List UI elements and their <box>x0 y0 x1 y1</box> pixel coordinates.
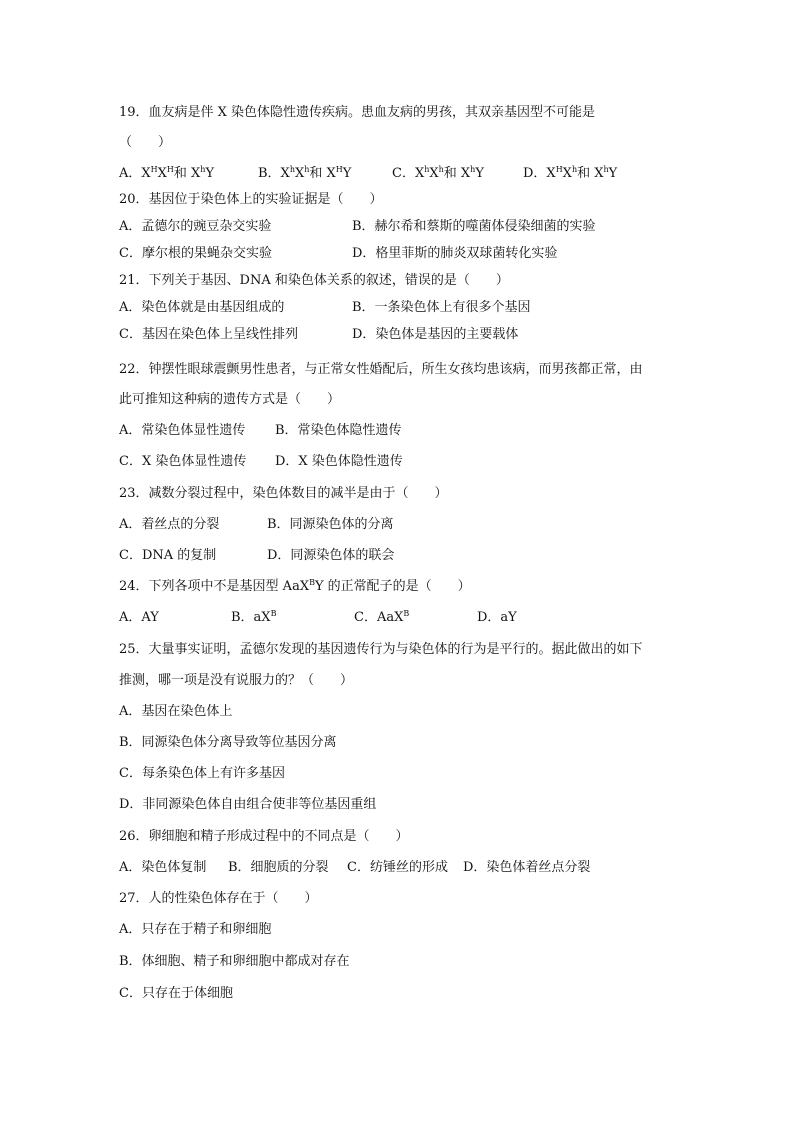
question-22-option-d: D．X 染色体隐性遗传 <box>275 454 403 469</box>
question-22-option-c: C．X 染色体显性遗传 <box>119 454 247 469</box>
question-25-option-b: B．同源染色体分离导致等位基因分离 <box>119 735 337 750</box>
question-19-answer-paren: （ ） <box>119 135 172 150</box>
question-24-option-c: C．AaX$^B$ <box>354 609 410 625</box>
question-27-option-b: B．体细胞、精子和卵细胞中都成对存在 <box>119 954 350 969</box>
question-22-option-a: A．常染色体显性遗传 <box>119 423 246 438</box>
question-22-stem-line-1: 22．钟摆性眼球震颤男性患者，与正常女性婚配后，所生女孩均患该病，而男孩都正常，由 <box>119 362 643 377</box>
question-24-option-a: A．AY <box>119 610 159 625</box>
question-24-option-b: B．$aX^B$ <box>231 609 277 625</box>
question-21-stem: 21．下列关于基因、DNA 和染色体关系的叙述，错误的是（ ） <box>119 273 509 288</box>
question-23-option-c: C．DNA 的复制 <box>119 548 217 563</box>
question-25-option-c: C．每条染色体上有许多基因 <box>119 766 285 781</box>
question-20-option-d: D．格里菲斯的肺炎双球菌转化实验 <box>352 246 558 261</box>
question-25-option-d: D．非同源染色体自由组合使非等位基因重组 <box>119 797 377 812</box>
question-26-option-c: C．纺锤丝的形成 <box>347 860 448 875</box>
question-23-option-a: A．着丝点的分裂 <box>119 517 220 532</box>
question-27-stem: 27．人的性染色体存在于（ ） <box>119 891 318 906</box>
question-26-option-d: D．染色体着丝点分裂 <box>463 860 591 875</box>
question-19-option-b: B．$X^hX^h$和 $X^HY$ <box>258 165 352 181</box>
question-22-option-b: B．常染色体隐性遗传 <box>275 423 402 438</box>
question-19-stem: 19．血友病是伴 X 染色体隐性遗传疾病。患血友病的男孩，其双亲基因型不可能是 <box>119 105 596 120</box>
question-26-option-b: B．细胞质的分裂 <box>228 860 329 875</box>
question-21-option-a: A．染色体就是由基因组成的 <box>119 300 285 315</box>
question-19-option-a: A．$X^HX^H$和 $X^hY$ <box>119 165 215 181</box>
question-27-option-a: A．只存在于精子和卵细胞 <box>119 922 272 937</box>
question-25-stem-line-2: 推测，哪一项是没有说服力的？（ ） <box>119 673 354 688</box>
question-24-option-d: D．aY <box>477 610 517 625</box>
question-25-option-a: A．基因在染色体上 <box>119 704 233 719</box>
question-21-option-b: B．一条染色体上有很多个基因 <box>352 300 531 315</box>
question-20-option-c: C．摩尔根的果蝇杂交实验 <box>119 246 272 261</box>
question-23-option-b: B．同源染色体的分离 <box>267 517 394 532</box>
question-19-option-d: D．$X^HX^h$和 $X^hY$ <box>523 165 618 181</box>
question-20-option-b: B．赫尔希和蔡斯的噬菌体侵染细菌的实验 <box>352 219 596 234</box>
question-20-stem: 20．基因位于染色体上的实验证据是（ ） <box>119 192 383 207</box>
question-27-option-c: C．只存在于体细胞 <box>119 986 233 1001</box>
question-22-stem-line-2: 此可推知这种病的遗传方式是（ ） <box>119 392 341 407</box>
question-20-option-a: A．孟德尔的豌豆杂交实验 <box>119 219 272 234</box>
question-23-stem: 23．减数分裂过程中，染色体数目的减半是由于（ ） <box>119 486 448 501</box>
question-19-option-c: C．$X^hX^h$和 $X^hY$ <box>392 165 484 181</box>
question-26-option-a: A．染色体复制 <box>119 860 207 875</box>
question-25-stem-line-1: 25．大量事实证明，孟德尔发现的基因遗传行为与染色体的行为是平行的。据此做出的如下 <box>119 642 643 657</box>
question-24-stem: 24．下列各项中不是基因型 AaX$^B$Y 的正常配子的是（ ） <box>119 578 471 594</box>
question-23-option-d: D．同源染色体的联会 <box>267 548 395 563</box>
question-21-option-c: C．基因在染色体上呈线性排列 <box>119 327 298 342</box>
question-21-option-d: D．染色体是基因的主要载体 <box>352 327 519 342</box>
question-26-stem: 26．卵细胞和精子形成过程中的不同点是（ ） <box>119 829 409 844</box>
